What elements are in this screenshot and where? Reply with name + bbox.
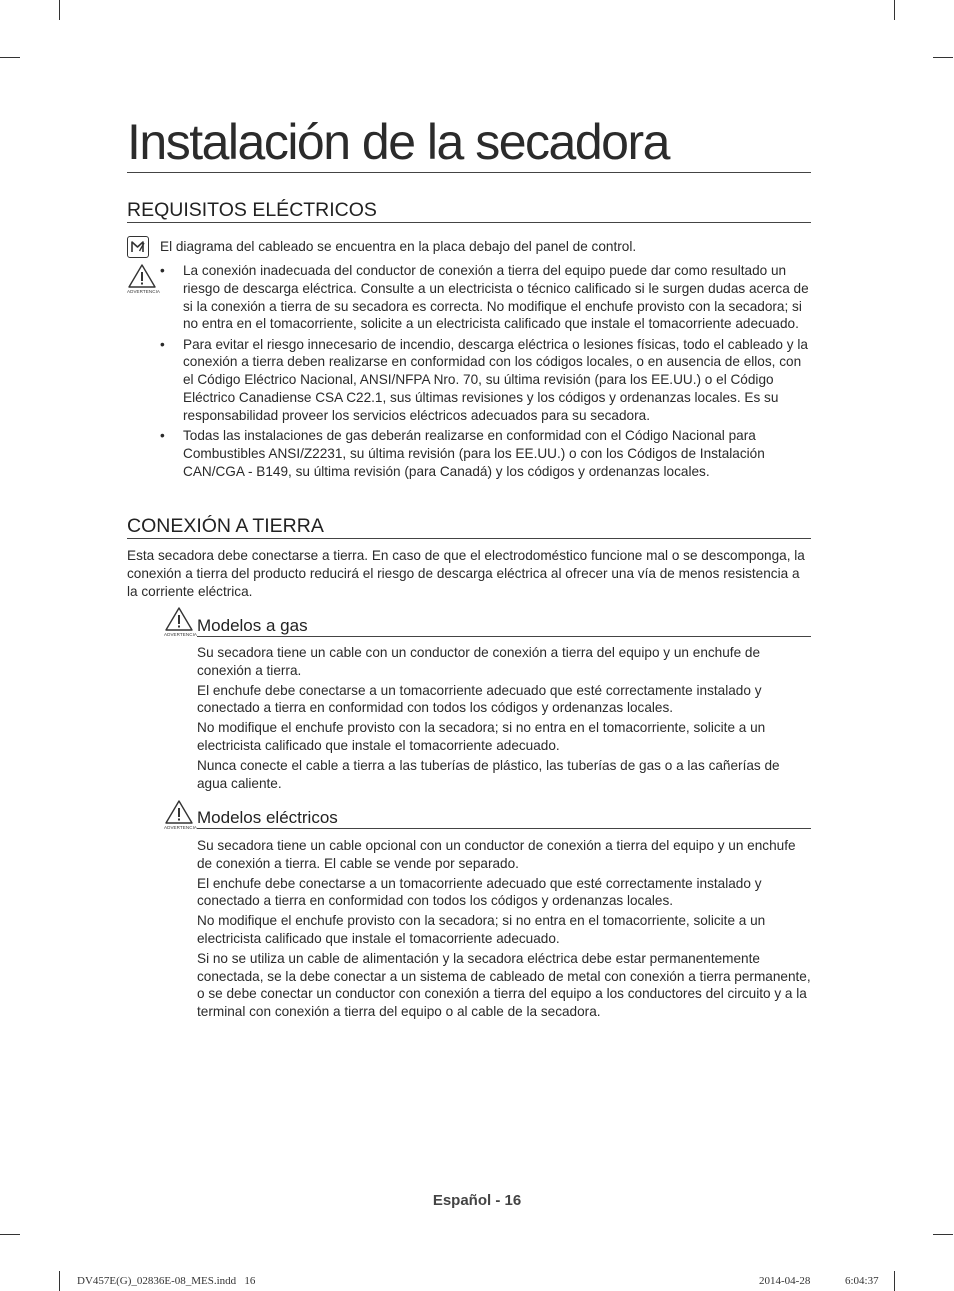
- note-text: El diagrama del cableado se encuentra en la placa debajo del panel de control.: [160, 239, 637, 254]
- paragraph: Su secadora tiene un cable con un conductor de conexión a tierra del equipo y un enchufe de conexión a tierra.: [197, 645, 761, 678]
- crop-mark: [0, 57, 20, 58]
- paragraph: Su secadora tiene un cable opcional con un conductor de conexión a tierra del equipo y un enchufe de conexión a tierra. El cable se vende por separado.: [197, 838, 796, 871]
- gas-models-text: [197, 644, 811, 794]
- paragraph: El enchufe debe conectarse a un tomacorriente adecuado que esté correctamente instalado y conectado a tierra en conformidad con todos los códigos y ordenanzas locales.: [197, 875, 762, 909]
- footer-date: 2014-04-28: [759, 1275, 811, 1287]
- crop-mark: [0, 1234, 20, 1235]
- warning-triangle-icon: [164, 606, 198, 640]
- crop-mark: [933, 57, 953, 58]
- warning-label: ADVERTENCIA: [127, 289, 161, 294]
- electrical-bullets: [160, 262, 812, 483]
- electric-models-text: [197, 837, 811, 1023]
- paragraph: Nunca conecte el cable a tierra a las tuberías de plástico, las tuberías de gas o a las cañerías de agua caliente.: [197, 757, 780, 791]
- list-item: • La conexión inadecuada del conductor de conexión a tierra del equipo puede dar como resultado un riesgo de descarga eléctrica. Consulte a un electricista o técnico calificado si le surgen dudas acerca de si la conexión a tierra de su secadora es correcta. No modifique el enchufe provisto con la secadora; si no entra en el tomacorriente, solicite a un electricista calificado que instale el tomacorriente adecuado.: [160, 262, 812, 333]
- warning-label: ADVERTENCIA: [164, 825, 198, 830]
- crop-mark: [933, 1234, 953, 1235]
- page-title: Instalación de la secadora: [127, 112, 811, 173]
- grounding-intro: Esta secadora debe conectarse a tierra. En caso de que el electrodoméstico funcione mal o se descomponga, la conexión a tierra del producto reducirá el riesgo de descarga eléctrica al ofrecer una vía de menos resistencia a la corriente eléctrica.: [127, 548, 805, 599]
- footer-filename: DV457E(G)_02836E-08_MES.indd 16: [77, 1275, 256, 1287]
- section-heading-grounding: CONEXIÓN A TIERRA: [127, 514, 811, 539]
- crop-mark: [59, 1271, 60, 1291]
- footer-time: 6:04:37: [845, 1275, 879, 1287]
- paragraph: El enchufe debe conectarse a un tomacorriente adecuado que esté correctamente instalado y conectado a tierra en conformidad con todos los códigos y ordenanzas locales.: [197, 682, 762, 716]
- subheading-gas-models: Modelos a gas: [197, 615, 811, 637]
- warning-label: ADVERTENCIA: [164, 632, 198, 637]
- page-number: Español - 16: [432, 1192, 522, 1209]
- paragraph: Si no se utiliza un cable de alimentación y la secadora eléctrica debe estar permanentemente conectada, se la debe conectar a un sistema de cableado de metal con conexión a tierra permanente, o se debe conectar un conductor con conexión a tierra del equipo a los conductores del circuito y a la terminal con conexión a tierra del equipo o al cable de la secadora.: [197, 950, 811, 1020]
- paragraph: No modifique el enchufe provisto con la secadora; si no entra en el tomacorriente, solicite a un electricista calificado que instale el tomacorriente adecuado.: [197, 720, 766, 753]
- section-heading-electrical: REQUISITOS ELÉCTRICOS: [127, 198, 811, 223]
- note-pencil-icon: [127, 236, 149, 258]
- warning-triangle-icon: [164, 799, 198, 833]
- crop-mark: [894, 0, 895, 20]
- crop-mark: [894, 1271, 895, 1291]
- subheading-electric-models: Modelos eléctricos: [197, 807, 811, 829]
- paragraph: No modifique el enchufe provisto con la secadora; si no entra en el tomacorriente, solicite a un electricista calificado que instale el tomacorriente adecuado.: [197, 913, 766, 946]
- crop-mark: [59, 0, 60, 20]
- list-item: • Todas las instalaciones de gas deberán realizarse en conformidad con el Código Nacional para Combustibles ANSI/Z2231, su última revisión (para los EE.UU.) o con los Códigos de Instalación CAN/CGA - B149, su última revisión (para Canadá) y los códigos y ordenanzas locales.: [160, 427, 812, 480]
- warning-triangle-icon: [127, 263, 161, 297]
- list-item: • Para evitar el riesgo innecesario de incendio, descarga eléctrica o lesiones físicas, todo el cableado y la conexión a tierra deben realizarse en conformidad con los códigos locales, o en ausencia de ellos, con el Código Eléctrico Nacional, ANSI/NFPA Nro. 70, su última revisión (para los EE.UU.) o el Código Eléctrico Canadiense CSA C22.1, sus últimas revisiones y los códigos y ordenanzas locales. Es su responsabilidad proveer los servicios eléctricos adecuados para su secadora.: [160, 336, 812, 425]
